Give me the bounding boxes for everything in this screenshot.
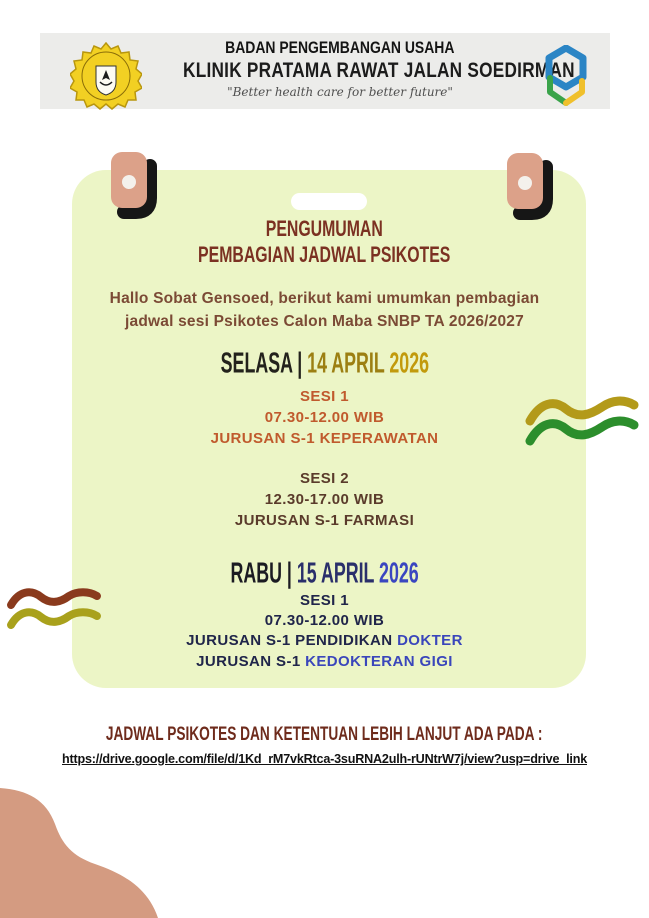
drive-link[interactable]: https://drive.google.com/file/d/1Kd_rM7vkRtca-3suRNA2ulh-rUNtrW7j/view?usp=drive_link (62, 752, 587, 766)
day1-year: 2026 (389, 347, 429, 379)
day1-session2-time: 12.30-17.00 WIB (264, 491, 385, 508)
clinic-tagline: "Better health care for better future" (227, 85, 453, 99)
footer-heading: JADWAL PSIKOTES DAN KETENTUAN LEBIH LANJUT ADA PADA : (106, 724, 543, 745)
intro-line2: jadwal sesi Psikotes Calon Maba SNBP TA 2026/2027 (125, 313, 524, 330)
day1-heading (0, 348, 649, 379)
day1-session1-title: SESI 1 (299, 388, 350, 405)
university-seal-icon (70, 42, 142, 115)
header-banner (40, 33, 610, 109)
org-name: BADAN PENGEMBANGAN USAHA (225, 38, 455, 57)
intro-line1: Hallo Sobat Gensoed, berikut kami umumkan pembagian (109, 290, 540, 307)
squiggle-right-icon (522, 381, 642, 454)
day1-session1-major: JURUSAN S-1 KEPERAWATAN (210, 430, 439, 447)
day2-name: RABU | (230, 557, 297, 589)
day2-major1-prefix: JURUSAN S-1 PENDIDIKAN (186, 632, 398, 649)
day1-session1-time: 07.30-12.00 WIB (264, 409, 385, 426)
day2-session1-major2 (0, 653, 649, 670)
day2-major2-highlight: KEDOKTERAN GIGI (305, 653, 453, 670)
day1-session2-major: JURUSAN S-1 FARMASI (234, 512, 415, 529)
day2-session1-time: 07.30-12.00 WIB (264, 612, 385, 629)
binder-clip-right-icon (502, 151, 558, 228)
day2-session1-title: SESI 1 (299, 592, 350, 609)
binder-clip-left-icon (106, 150, 162, 227)
tape-decoration (291, 193, 367, 210)
day2-year: 2026 (378, 557, 419, 589)
clinic-name: KLINIK PRATAMA RAWAT JALAN SOEDIRMAN (183, 59, 575, 82)
squiggle-left-icon (5, 579, 105, 644)
poster-title-line1: PENGUMUMAN (265, 216, 384, 241)
day1-name: SELASA | (220, 347, 307, 379)
day1-session2-title: SESI 2 (299, 470, 350, 487)
day2-date: 15 APRIL (296, 557, 379, 589)
day1-date: 14 APRIL (306, 347, 390, 379)
poster-title-line2: PEMBAGIAN JADWAL PSIKOTES (198, 242, 451, 267)
corner-blob-decoration (0, 770, 200, 918)
header-text-block (140, 38, 575, 99)
day2-major1-highlight: DOKTER (397, 632, 463, 649)
day2-major2-prefix: JURUSAN S-1 (196, 653, 306, 670)
clinic-hexagon-logo-icon (544, 45, 588, 112)
footer-link-row (0, 750, 649, 768)
